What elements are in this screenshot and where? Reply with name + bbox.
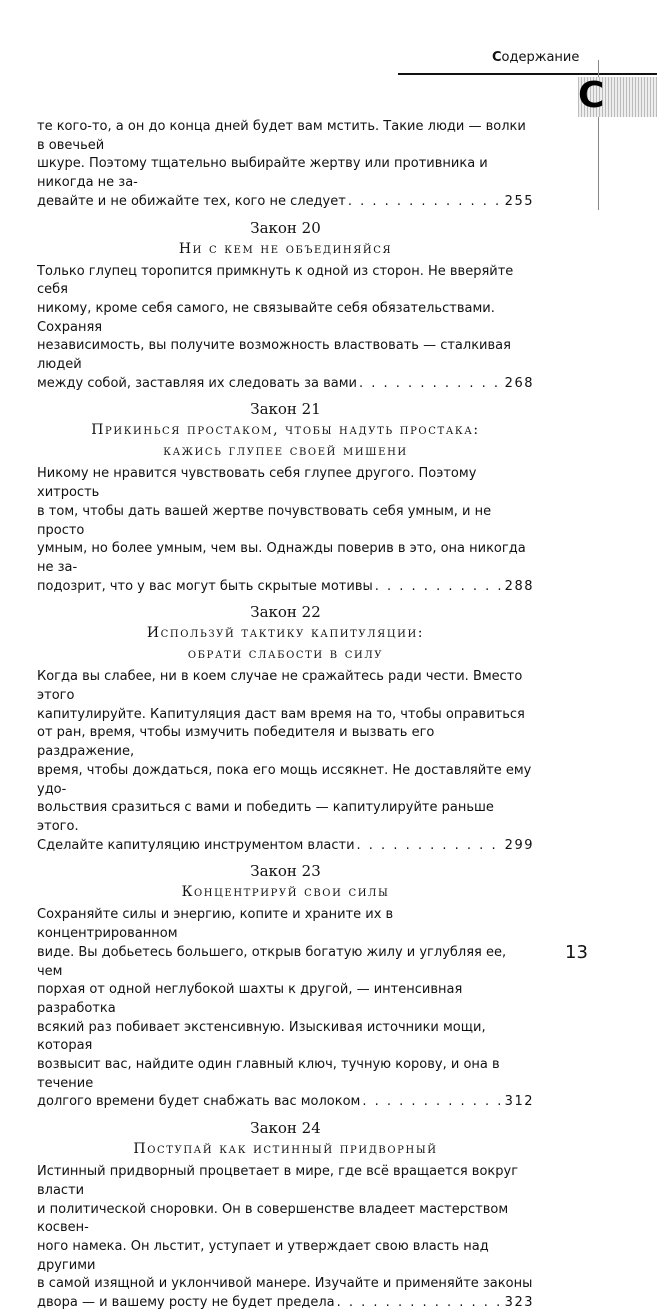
- dot-leader: [337, 1294, 503, 1313]
- law-description-line: капитулируйте. Капитуляция даст вам время на то, чтобы оправиться: [37, 706, 525, 722]
- law-description-line: виде. Вы добьетесь большего, открыв богатую жилу и углубляя ее, чем: [37, 944, 507, 979]
- header-title: [492, 50, 579, 65]
- law-description-line: Только глупец торопится примкнуть к одной из сторон. Не вверяйте себя: [37, 263, 514, 298]
- toc-page-number: 299: [504, 837, 534, 853]
- law-22: [37, 602, 534, 855]
- law-title: Ни с кем не объединяйся: [178, 240, 393, 257]
- law-number: Закон 22: [250, 603, 321, 622]
- law-description-line: порхая от одной неглубокой шахты к другой, — интенсивная разработка: [37, 982, 463, 1016]
- toc-entry-text: между собой, заставляя их следовать за вами: [37, 375, 357, 391]
- law-description-line: Сохраняйте силы и энергию, копите и храните их в концентрированном: [37, 907, 394, 942]
- intro-block: [37, 118, 534, 212]
- header-title-initial: С: [492, 50, 502, 65]
- law-description-line: умным, но более умным, чем вы. Однажды поверив в это, она никогда не за-: [37, 541, 526, 575]
- law-description-line: Истинный придворный процветает в мире, где всё вращается вокруг власти: [37, 1164, 519, 1198]
- law-number: Закон 21: [250, 400, 321, 419]
- law-20: [37, 218, 534, 394]
- law-title-continued: обрати слабости в силу: [187, 646, 384, 663]
- law-description-line: в самой изящной и уклончивой манере. Изучайте и применяйте законы: [37, 1276, 533, 1292]
- intro-line: шкуре. Поэтому тщательно выбирайте жертву или противника и никогда не за-: [37, 156, 488, 191]
- law-description-line: Никому не нравится чувствовать себя глупее другого. Поэтому хитрость: [37, 466, 477, 501]
- dot-leader: [357, 837, 503, 856]
- law-description-line: никому, кроме себя самого, не связывайте себя обязательствами. Сохраняя: [37, 300, 495, 335]
- law-title: Используй тактику капитуляции:: [146, 625, 425, 642]
- toc-entry-line: [37, 375, 534, 394]
- toc-entry-text: девайте и не обижайте тех, кого не следует: [37, 193, 346, 209]
- law-description-line: время, чтобы дождаться, пока его мощь иссякнет. Не доставляйте ему удо-: [37, 762, 532, 797]
- law-title-continued: кажись глупее своей мишени: [163, 443, 408, 460]
- law-number: Закон 24: [250, 1119, 321, 1138]
- toc-entry-text: долгого времени будет снабжать вас молоком: [37, 1094, 361, 1110]
- toc-entry-line: [37, 837, 534, 856]
- law-title: Прикинься простаком, чтобы надуть простака:: [91, 422, 480, 439]
- toc-page-number: 268: [504, 375, 534, 391]
- law-description-line: от ран, время, чтобы измучить победителя и вызвать его раздражение,: [37, 725, 435, 760]
- dot-leader: [362, 1093, 502, 1112]
- toc-page-number: 323: [504, 1295, 534, 1311]
- toc-content: [37, 118, 534, 1313]
- corner-tab-letter: С: [578, 75, 605, 116]
- law-description-line: Когда вы слабее, ни в коем случае не сражайтесь ради чести. Вместо этого: [37, 669, 523, 704]
- dot-leader: [348, 193, 503, 212]
- law-description-line: и политической сноровки. Он в совершенстве владеет мастерством косвен-: [37, 1201, 509, 1236]
- law-description-line: вольствия сразиться с вами и победить — капитулируйте раньше этого.: [37, 800, 494, 834]
- law-description-line: возвысит вас, найдите один главный ключ, тучную корову, и она в течение: [37, 1057, 500, 1091]
- header-title-rest: одержание: [501, 50, 580, 65]
- law-number: Закон 23: [250, 862, 321, 881]
- toc-entry-line: [37, 578, 534, 597]
- law-23: [37, 861, 534, 1112]
- law-title: Концентрируй свои силы: [181, 884, 390, 901]
- toc-page-number: 255: [504, 193, 534, 209]
- toc-page-number: 288: [504, 578, 534, 594]
- law-21: [37, 399, 534, 596]
- dot-leader: [375, 578, 503, 597]
- toc-entry-line: [37, 1294, 534, 1313]
- law-24: [37, 1118, 534, 1313]
- law-description-line: ного намека. Он льстит, уступает и утверждает свою власть над другими: [37, 1238, 489, 1273]
- dot-leader: [359, 375, 503, 394]
- header-rule: [398, 73, 657, 75]
- law-title: Поступай как истинный придворный: [133, 1141, 438, 1158]
- toc-entry-line: [37, 193, 534, 212]
- law-description-line: независимость, вы получите возможность властвовать — сталкивая людей: [37, 338, 511, 373]
- toc-entry-text: подозрит, что у вас могут быть скрытые мотивы: [37, 578, 373, 594]
- law-description-line: всякий раз побивает экстенсивную. Изыскивая источники мощи, которая: [37, 1019, 486, 1054]
- intro-line: те кого-то, а он до конца дней будет вам мстить. Такие люди — волки в овечьей: [37, 119, 526, 153]
- law-description-line: в том, чтобы дать вашей жертве почувствовать себя умным, и не просто: [37, 503, 492, 538]
- toc-page-number: 312: [504, 1094, 534, 1110]
- toc-entry-line: [37, 1093, 534, 1112]
- toc-entry-text: Сделайте капитуляцию инструментом власти: [37, 837, 355, 853]
- toc-entry-text: двора — и вашему росту не будет предела: [37, 1295, 335, 1311]
- law-number: Закон 20: [250, 218, 321, 237]
- page-number: 13: [565, 942, 588, 963]
